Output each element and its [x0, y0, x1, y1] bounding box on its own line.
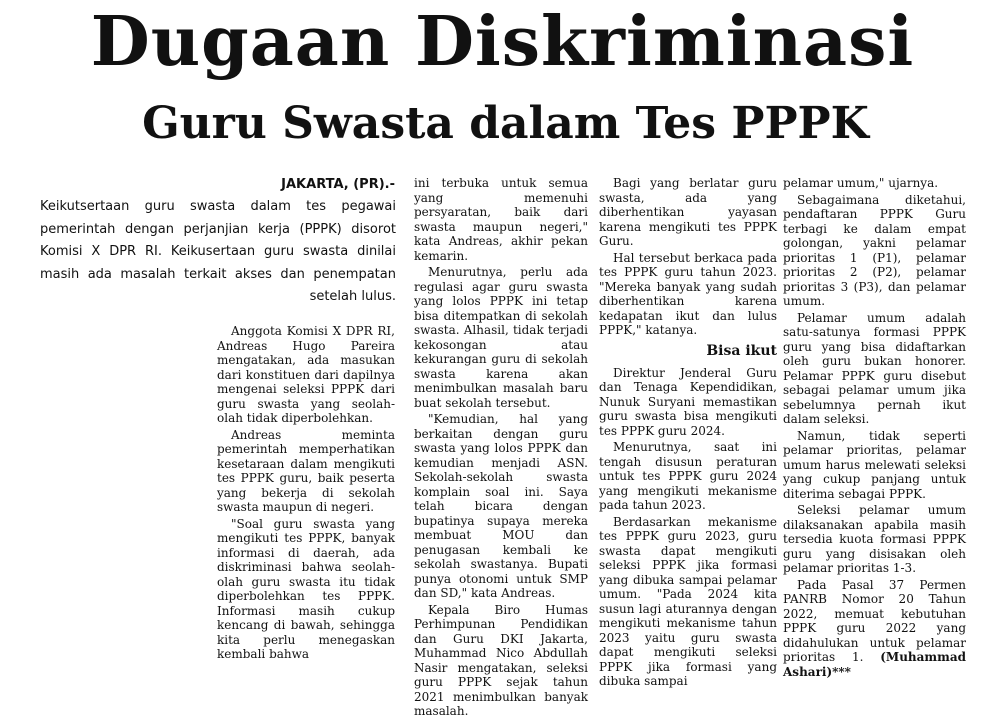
lead-paragraph: Keikutsertaan guru swasta dalam tes pegawai pemerintah dengan perjanjian kerja (PPPK) disorot Komisi X DPR RI. Keikusertaan guru swasta dinilai masih ada masalah terkait akses dan penempatan setelah lulus. — [40, 199, 396, 305]
paragraph: Berdasarkan mekanisme tes PPPK guru 2023, guru swasta dapat mengikuti seleksi PPPK jika formasi yang dibuka sampai pelamar umum. "Pada 2024 kita susun lagi aturannya dengan mengikuti mekanisme tahun 2023 yaitu guru swasta dapat mengikuti seleksi PPPK jika formasi yang dibuka sampai — [599, 514, 777, 688]
paragraph: Pelamar umum adalah satu-satunya formasi PPPK guru yang bisa didaftarkan oleh guru bukan honorer. Pelamar PPPK guru disebut sebagai pelamar umum jika sebelumnya pernah ikut dalam seleksi. — [783, 310, 966, 426]
author-credit: (Muhammad Ashari)*** — [783, 650, 966, 679]
article-subheadline: Guru Swasta dalam Tes PPPK — [142, 98, 869, 149]
paragraph: Menurutnya, perlu ada regulasi agar guru swasta yang lolos PPPK ini tetap bisa ditempatkan di sekolah swasta. Alhasil, tidak terjadi kekosongan atau kekurangan guru di sekolah swasta karena akan menimbulkan masalah baru buat sekolah tersebut. — [414, 265, 588, 410]
paragraph: Anggota Komisi X DPR RI, Andreas Hugo Pareira mengatakan, ada masukan dari konstituen dari dapilnya mengenai seleksi PPPK dari guru swasta yang seolah-olah tidak diperbolehkan. — [217, 324, 395, 425]
paragraph: Hal tersebut berkaca pada tes PPPK guru tahun 2023. "Mereka banyak yang sudah diberhentikan karena kedapatan ikut dan lulus PPPK," katanya. — [599, 250, 777, 337]
paragraph: Bagi yang berlatar guru swasta, ada yang diberhentikan yayasan karena mengikuti tes PPPK Guru. — [599, 176, 777, 248]
section-subtitle: Bisa ikut — [706, 342, 777, 359]
article-headline: Dugaan Diskriminasi — [90, 2, 915, 82]
paragraph: Namun, tidak seperti pelamar prioritas, pelamar umum harus melewati seleksi yang cukup panjang untuk diterima sebagai PPPK. — [783, 428, 966, 501]
paragraph: Menurutnya, saat ini tengah disusun peraturan untuk tes PPPK guru 2024 yang mengikuti mekanisme pada tahun 2023. — [599, 440, 777, 512]
body-column-3 — [599, 176, 777, 688]
paragraph: Andreas meminta pemerintah memperhatikan kesetaraan dalam mengikuti tes PPPK guru, baik peserta yang bekerja di sekolah swasta maupun di negeri. — [217, 427, 395, 514]
closing-text: Pada Pasal 37 Permen PANRB Nomor 20 Tahun 2022, memuat kebutuhan PPPK guru 2022 yang didahulukan untuk pelamar prioritas 1. — [783, 577, 966, 664]
paragraph: Seleksi pelamar umum dilaksanakan apabila masih tersedia kuota formasi PPPK guru yang disisakan oleh pelamar prioritas 1-3. — [783, 503, 966, 575]
dateline: JAKARTA, (PR).- — [281, 177, 395, 192]
paragraph: Sebagaimana diketahui, pendaftaran PPPK Guru terbagi ke dalam empat golongan, yakni pelamar prioritas 1 (P1), pelamar prioritas 2 (P2), pelamar prioritas 3 (P3), dan pelamar umum. — [783, 192, 966, 308]
paragraph — [783, 578, 966, 680]
body-column-2 — [414, 176, 588, 718]
paragraph: pelamar umum," ujarnya. — [783, 176, 939, 190]
body-column-1 — [217, 324, 395, 661]
paragraph: "Soal guru swasta yang mengikuti tes PPPK, banyak informasi di daerah, ada diskriminasi bahwa seolah-olah guru swasta itu tidak diperbolehkan tes PPPK. Informasi masih cukup kencang di bawah, sehingga kita perlu menegaskan kembali bahwa — [217, 516, 395, 661]
paragraph: ini terbuka untuk semua yang memenuhi persyaratan, baik dari swasta maupun negeri," kata Andreas, akhir pekan kemarin. — [414, 176, 588, 263]
body-column-4 — [783, 176, 966, 679]
paragraph: "Kemudian, hal yang berkaitan dengan guru swasta yang lolos PPPK dan kemudian menjadi ASN. Sekolah-sekolah swasta komplain soal ini. Saya telah bicara dengan bupatinya supaya mereka membuat MOU dan penugasan kembali ke sekolah swastanya. Bupati punya otonomi untuk SMP dan SD," kata Andreas. — [414, 412, 588, 600]
paragraph: Kepala Biro Humas Perhimpunan Pendidikan dan Guru DKI Jakarta, Muhammad Nico Abdullah Nasir mengatakan, seleksi guru PPPK sejak tahun 2021 menimbulkan banyak masalah. — [414, 602, 588, 718]
paragraph: Direktur Jenderal Guru dan Tenaga Kependidikan, Nunuk Suryani memastikan guru swasta bisa mengikuti tes PPPK guru 2024. — [599, 365, 777, 438]
